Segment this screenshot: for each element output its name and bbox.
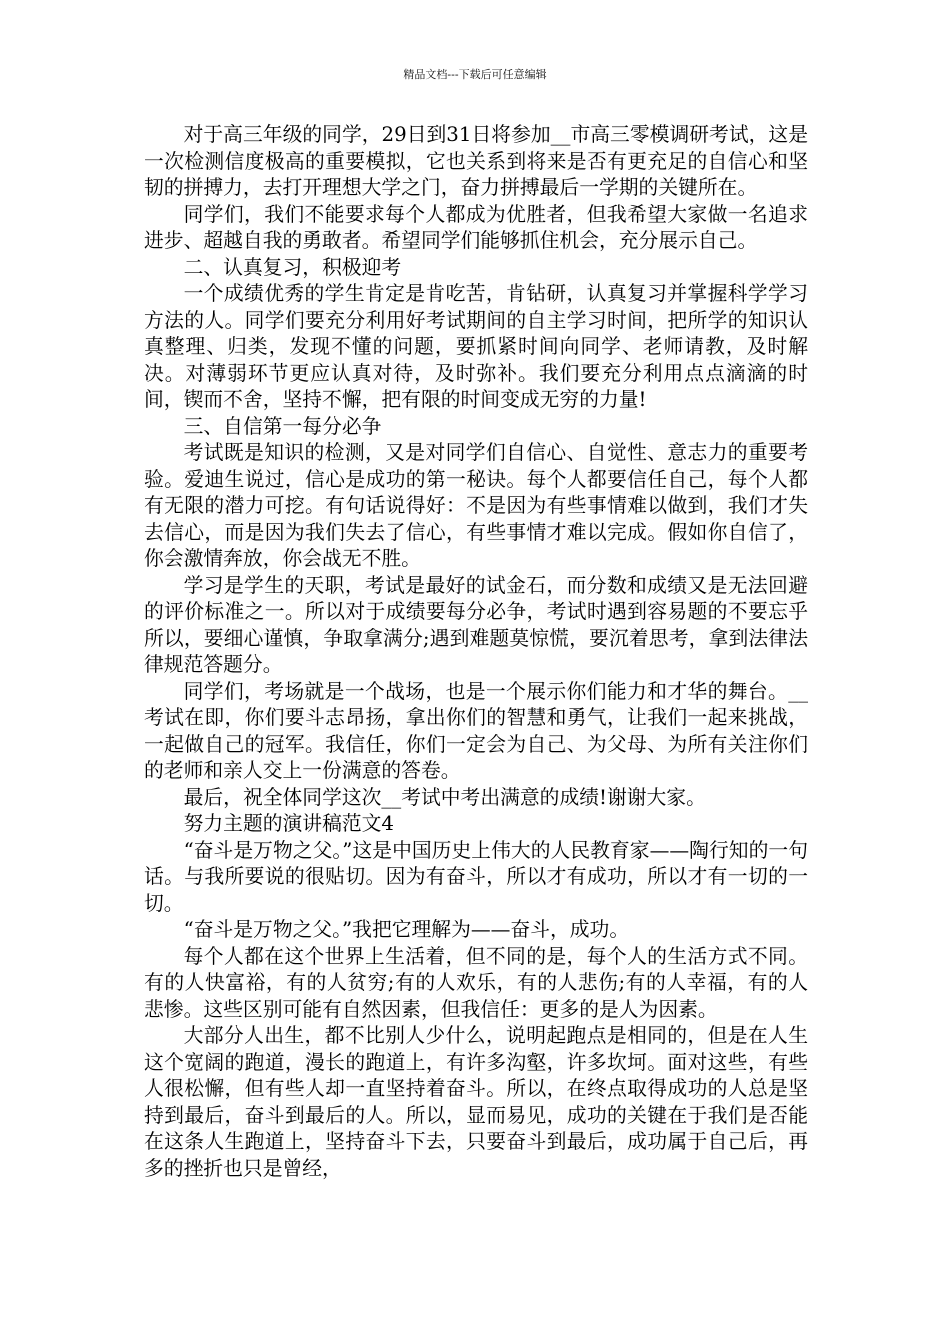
paragraph: 考试既是知识的检测，又是对同学们自信心、自觉性、意志力的重要考验。爱迪生说过，信心是成功的第一秘诀。每个人都要信任自己，每个人都有无限的潜力可挖。有句话说得好：不是因为有些事情难以做到，我们才失去信心，而是因为我们失去了信心，有些事情才难以完成。假如你自信了，你会激情奔放，你会战无不胜。 [144, 441, 808, 570]
paragraph: “奋斗是万物之父。”我把它理解为——奋斗，成功。 [183, 918, 630, 941]
paragraph: 学习是学生的天职，考试是最好的试金石，而分数和成绩又是无法回避的评价标准之一。所以对于成绩要每分必争，考试时遇到容易题的不要忘乎所以，要细心谨慎，争取拿满分;遇到难题莫惊慌，要沉着思考，拿到法律法律规范答题分。 [144, 573, 808, 676]
paragraph: 大部分人出生，都不比别人少什么，说明起跑点是相同的，但是在人生这个宽阔的跑道，漫长的跑道上，有许多沟壑，许多坎坷。面对这些，有些人很松懈，但有些人却一直坚持着奋斗。所以，在终点取得成功的人总是坚持到最后，奋斗到最后的人。所以，显而易见，成功的关键在于我们是否能在这条人生跑道上，坚持奋斗下去，只要奋斗到最后，成功属于自己后，再多的挫折也只是曾经， [144, 1024, 808, 1180]
paragraph: 每个人都在这个世界上生活着，但不同的是，每个人的生活方式不同。有的人快富裕，有的人贫穷;有的人欢乐，有的人悲伤;有的人幸福，有的人悲惨。这些区别可能有自然因素，但我信任：更多的是人为因素。 [144, 944, 808, 1021]
paragraph: 一个成绩优秀的学生肯定是肯吃苦，肯钻研，认真复习并掌握科学学习方法的人。同学们要充分利用好考试期间的自主学习时间，把所学的知识认真整理、归类，发现不懂的问题，要抓紧时间向同学、老师请教，及时解决。对薄弱环节更应认真对待，及时弥补。我们要充分利用点点滴滴的时间，锲而不舍，坚持不懈，把有限的时间变成无穷的力量! [144, 282, 808, 411]
page-header: 精品文档---下载后可任意编辑 [403, 68, 547, 81]
paragraph: 同学们，我们不能要求每个人都成为优胜者，但我希望大家做一名追求进步、超越自我的勇敢者。希望同学们能够抓住机会，充分展示自己。 [144, 202, 808, 252]
article-title: 努力主题的演讲稿范文4 [183, 812, 394, 835]
paragraph: 对于高三年级的同学，29日到31日将参加__市高三零模调研考试，这是一次检测信度极高的重要模拟，它也关系到将来是否有更充足的自信心和坚韧的拼搏力，去打开理想大学之门，奋力拼搏最后一学期的关键所在。 [144, 123, 808, 199]
section-heading: 二、认真复习，积极迎考 [183, 255, 402, 279]
document-body [144, 122, 808, 1182]
section-heading: 三、自信第一每分必争 [183, 414, 382, 438]
paragraph: “奋斗是万物之父。”这是中国历史上伟大的人民教育家——陶行知的一句话。与我所要说的很贴切。因为有奋斗，所以才有成功，所以才有一切的一切。 [144, 838, 808, 915]
paragraph: 最后，祝全体同学这次__考试中考出满意的成绩!谢谢大家。 [183, 785, 706, 809]
paragraph: 同学们，考场就是一个战场，也是一个展示你们能力和才华的舞台。__考试在即，你们要斗志昂扬，拿出你们的智慧和勇气，让我们一起来挑战，一起做自己的冠军。我信任，你们一定会为自己、为父母、为所有关注你们的老师和亲人交上一份满意的答卷。 [144, 679, 808, 782]
